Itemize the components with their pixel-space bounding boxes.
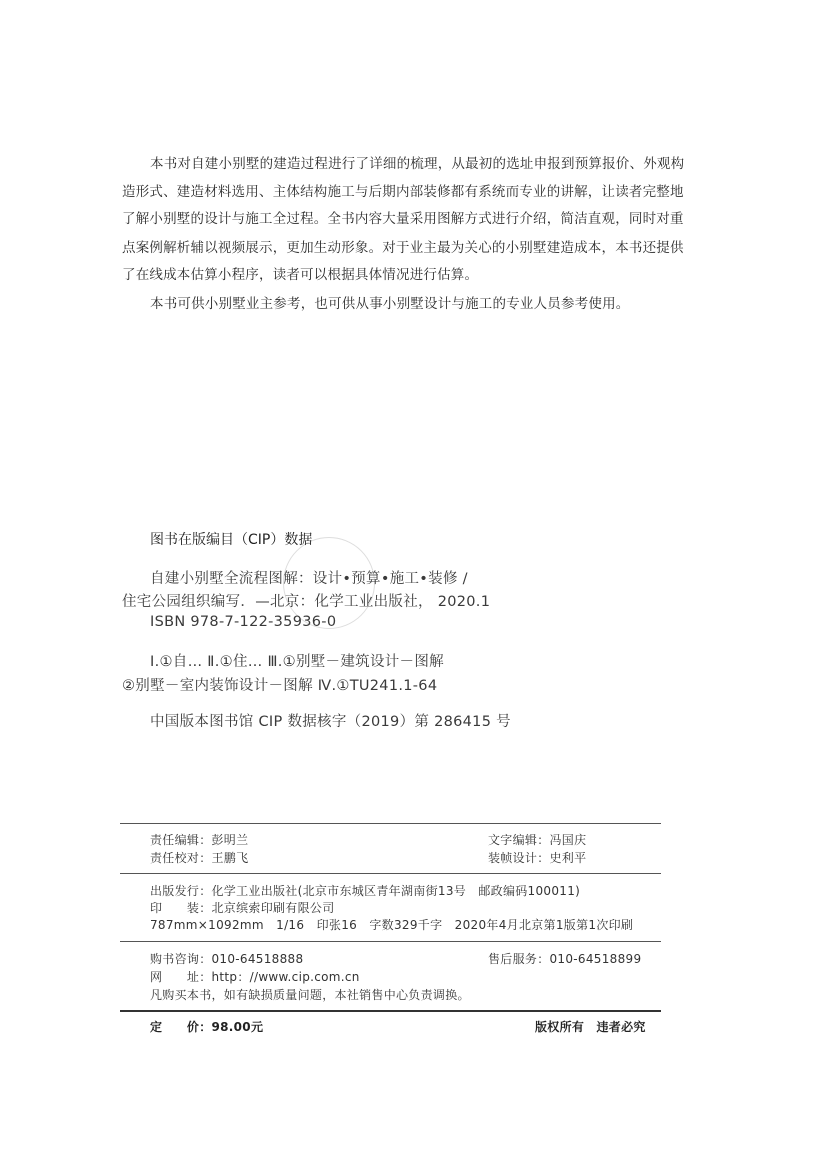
responsible-proofreader: 责任校对：王鹏飞 [150, 851, 249, 865]
divider [120, 941, 661, 942]
price: 定 价：98.00元 [150, 1020, 264, 1034]
exchange-notice: 凡购买本书，如有缺损质量问题，本社销售中心负责调换。 [150, 988, 470, 1002]
cip-line: 自建小别墅全流程图解：设计•预算•施工•装修 / [150, 571, 468, 587]
print-specs: 787mm×1092mm 1/16 印张16 字数329千字 2020年4月北京第1版第1次印刷 [150, 918, 634, 932]
divider [120, 823, 661, 824]
printer: 印 装：北京缤索印刷有限公司 [150, 901, 335, 915]
intro-line: 本书对自建小别墅的建造过程进行了详细的梳理，从最初的选址申报到预算报价、外观构 [150, 156, 685, 172]
text-editor: 文字编辑：冯国庆 [488, 833, 587, 847]
website: 网 址：http：//www.cip.com.cn [150, 970, 360, 984]
after-sales-hotline: 售后服务：010-64518899 [488, 952, 642, 966]
cip-title: 图书在版编目（CIP）数据 [150, 532, 313, 548]
cip-isbn: ISBN 978-7-122-35936-0 [150, 614, 337, 630]
purchase-hotline: 购书咨询：010-64518888 [150, 952, 304, 966]
intro-line: 了在线成本估算小程序，读者可以根据具体情况进行估算。 [122, 267, 479, 283]
divider [120, 1010, 661, 1012]
cip-record-number: 中国版本图书馆 CIP 数据核字（2019）第 286415 号 [150, 714, 511, 730]
publisher: 出版发行：化学工业出版社(北京市东城区青年湖南街13号 邮政编码100011) [150, 884, 581, 898]
cip-line: 住宅公园组织编写．—北京：化学工业出版社， 2020.1 [122, 594, 491, 610]
divider [120, 873, 661, 874]
intro-line: 点案例解析辅以视频展示，更加生动形象。对于业主最为关心的小别墅建造成本，本书还提供 [122, 240, 684, 256]
copyright-notice: 版权所有 违者必究 [535, 1020, 646, 1034]
binding-design: 装帧设计：史利平 [488, 851, 587, 865]
intro-line: 造形式、建造材料选用、主体结构施工与后期内部装修都有系统而专业的讲解，让读者完整地 [122, 184, 684, 200]
responsible-editor: 责任编辑：彭明兰 [150, 833, 249, 847]
cip-line: Ⅰ.①自… Ⅱ.①住… Ⅲ.①别墅－建筑设计－图解 [150, 654, 444, 670]
intro-line: 了解小别墅的设计与施工全过程。全书内容大量采用图解方式进行介绍，简洁直观，同时对重 [122, 211, 684, 227]
intro-line: 本书可供小别墅业主参考，也可供从事小别墅设计与施工的专业人员参考使用。 [150, 296, 630, 312]
cip-line: ②别墅－室内装饰设计－图解 Ⅳ.①TU241.1-64 [122, 678, 438, 694]
